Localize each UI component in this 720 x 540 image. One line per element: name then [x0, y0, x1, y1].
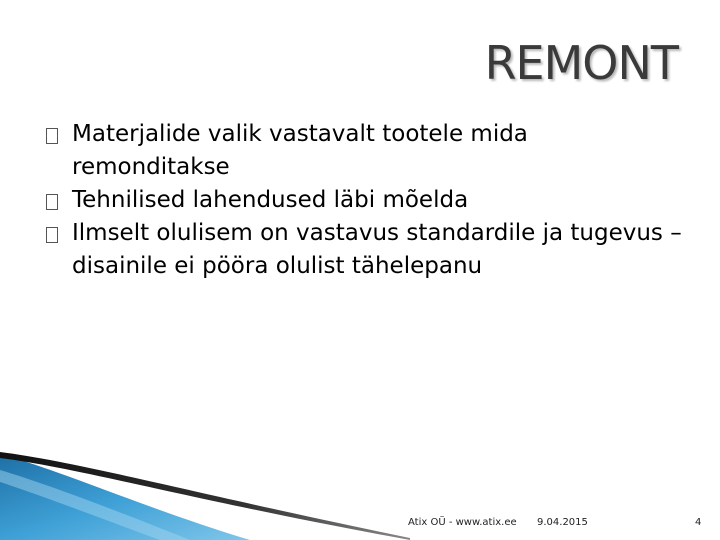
bullet-item: [46, 184, 686, 217]
footer-company: Atix OÜ - www.atix.ee: [408, 517, 517, 528]
footer-date: 9.04.2015: [537, 517, 588, 528]
bullet-text: Materjalide valik vastavalt tootele mida remonditakse: [72, 121, 528, 180]
corner-decoration: [0, 440, 420, 540]
bullet-text: Tehnilised lahendused läbi mõelda: [72, 187, 469, 213]
bullet-item: [46, 118, 686, 184]
bullet-square-icon: [46, 227, 58, 243]
slide-title: REMONT: [484, 36, 678, 90]
bullet-square-icon: [46, 128, 58, 144]
footer-page-number: 4: [695, 517, 702, 528]
bullet-text: Ilmselt olulisem on vastavus standardile ja tugevus – disainile ei pööra olulist tähelepanu: [72, 220, 682, 279]
bullet-item: [46, 217, 686, 283]
bullet-square-icon: [46, 194, 58, 210]
bullet-list: [46, 118, 686, 283]
